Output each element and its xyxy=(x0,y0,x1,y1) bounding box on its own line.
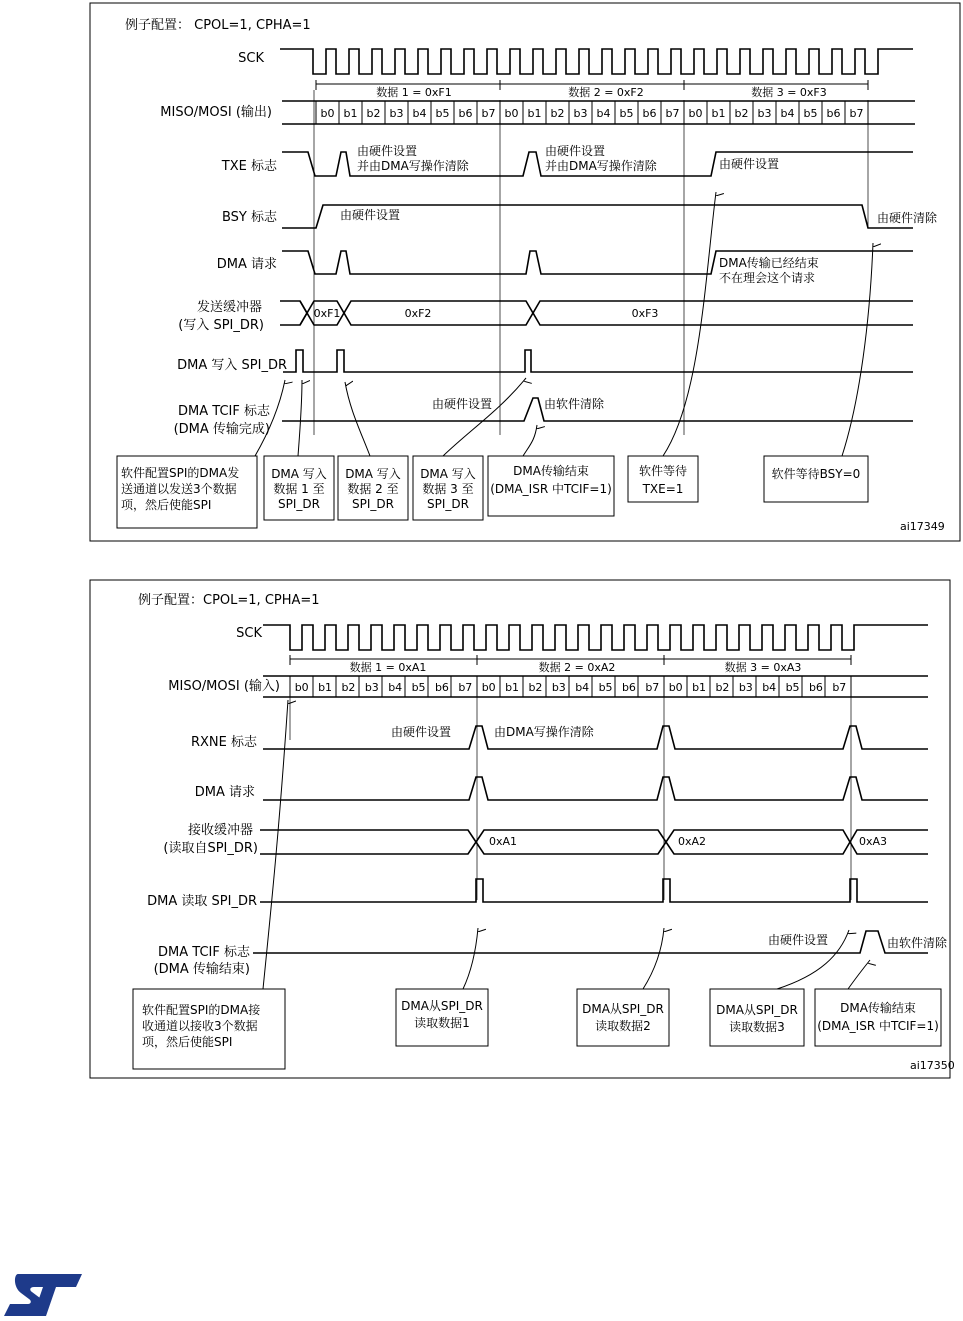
figure-2-rx-dma xyxy=(90,580,955,1078)
tx-bit-word1-b7: b7 xyxy=(481,107,496,120)
label-rx-buffer-sub: (读取自SPI_DR) xyxy=(163,841,258,856)
tx-bit-word3-b3: b3 xyxy=(757,107,772,120)
tx-bit-word1-b1: b1 xyxy=(343,107,358,120)
box-dma-transfer-end-line-2: (DMA_ISR 中TCIF=1) xyxy=(490,482,612,496)
tx-buffer-bus xyxy=(280,301,913,325)
figure-1-tx-dma xyxy=(90,3,960,541)
rx-bit-word1-b1: b1 xyxy=(318,681,333,694)
dma-write-waveform xyxy=(283,350,913,372)
txe-note-1b: 并由DMA写操作清除 xyxy=(357,159,469,173)
box-configure-rx-line-2: 收通道以接收3个数据 xyxy=(142,1019,258,1033)
tx-bit-word3-b6: b6 xyxy=(826,107,841,120)
st-logo xyxy=(4,1274,82,1316)
figure-1-arrows xyxy=(255,192,873,456)
box-dma-read-3-line-1: DMA从SPI_DR xyxy=(716,1003,798,1017)
rx-bit-word1-b4: b4 xyxy=(388,681,403,694)
rx-bit-word3-b3: b3 xyxy=(738,681,753,694)
tx-bit-word2-b7: b7 xyxy=(665,107,680,120)
box-wait-bsy-line-1: 软件等待BSY=0 xyxy=(771,467,861,481)
label-dma-tcif-sub: (DMA 传输完成) xyxy=(173,422,270,437)
rx-bit-word1-b3: b3 xyxy=(364,681,379,694)
box-dma-write-2-line-1: DMA 写入 xyxy=(345,467,401,481)
rx-bit-word3-b7: b7 xyxy=(832,681,847,694)
rx-buffer-bus xyxy=(260,830,928,854)
miso-in-bus xyxy=(263,655,928,697)
tx-buffer-value-2: 0xF2 xyxy=(404,307,432,320)
dma-request-waveform-2 xyxy=(263,777,928,800)
dma-end-note-1: DMA传输已经结束 xyxy=(719,256,819,270)
box-dma-read-2-line-2: 读取数据2 xyxy=(595,1019,651,1033)
rx-bit-word1-b7: b7 xyxy=(458,681,473,694)
label-tx-buffer-sub: (写入 SPI_DR) xyxy=(178,318,264,333)
box-dma-read-3 xyxy=(710,989,804,1046)
tx-bit-word2-b6: b6 xyxy=(642,107,657,120)
data-1-label-2: 数据 1 = 0xA1 xyxy=(349,661,427,674)
tx-bit-word1-b6: b6 xyxy=(458,107,473,120)
label-txe-flag: TXE 标志 xyxy=(221,159,277,174)
data-1-label: 数据 1 = 0xF1 xyxy=(376,86,452,99)
figure-1-boxes xyxy=(117,456,868,528)
box-dma-read-1-line-1: DMA从SPI_DR xyxy=(401,999,483,1013)
box-dma-write-3-line-3: SPI_DR xyxy=(427,497,469,511)
figure-2-id: ai17350 xyxy=(910,1059,955,1072)
label-dma-tcif-2-sub: (DMA 传输结束) xyxy=(153,962,250,977)
box-dma-write-2-line-2: 数据 2 至 xyxy=(347,482,399,496)
box-dma-transfer-end-line-1: DMA传输结束 xyxy=(513,464,589,478)
box-dma-write-1-line-1: DMA 写入 xyxy=(271,467,327,481)
tcif-note-set-2: 由硬件设置 xyxy=(768,933,829,947)
rx-bit-word3-b5: b5 xyxy=(785,681,800,694)
rx-bit-word3-b0: b0 xyxy=(668,681,683,694)
tx-bit-word1-b3: b3 xyxy=(389,107,404,120)
box-dma-read-1-line-2: 读取数据1 xyxy=(414,1016,470,1030)
tx-bit-word1-b5: b5 xyxy=(435,107,450,120)
label-dma-write: DMA 写入 SPI_DR xyxy=(177,358,287,373)
box-dma-write-1-line-2: 数据 1 至 xyxy=(273,482,325,496)
dma-read-waveform xyxy=(260,879,928,902)
rx-buffer-value-2: 0xA2 xyxy=(678,835,707,848)
label-sck: SCK xyxy=(238,51,264,66)
box-dma-write-2-line-3: SPI_DR xyxy=(352,497,394,511)
data-3-label: 数据 3 = 0xF3 xyxy=(751,86,827,99)
label-sck-2: SCK xyxy=(236,626,262,641)
tx-bit-word2-b2: b2 xyxy=(550,107,565,120)
tcif-note-set: 由硬件设置 xyxy=(432,397,493,411)
box-dma-write-3-line-2: 数据 3 至 xyxy=(422,482,474,496)
box-wait-txe-line-2: TXE=1 xyxy=(642,482,684,496)
rx-bit-word3-b1: b1 xyxy=(692,681,707,694)
label-dma-read: DMA 读取 SPI_DR xyxy=(147,894,257,909)
tx-bit-word1-b0: b0 xyxy=(320,107,335,120)
label-dma-request-2: DMA 请求 xyxy=(194,785,255,800)
box-configure-tx-line-2: 送通道以发送3个数据 xyxy=(121,482,237,496)
rx-buffer-value-3: 0xA3 xyxy=(859,835,888,848)
rx-bit-word2-b5: b5 xyxy=(598,681,613,694)
tx-bit-word3-b1: b1 xyxy=(711,107,726,120)
label-rxne-flag: RXNE 标志 xyxy=(190,735,257,750)
dma-end-note-2: 不在理会这个请求 xyxy=(719,271,816,285)
tx-bit-word3-b5: b5 xyxy=(803,107,818,120)
tcif-note-clear: 由软件清除 xyxy=(544,397,605,411)
rx-bit-word1-b2: b2 xyxy=(341,681,356,694)
sck-waveform-2 xyxy=(263,625,928,650)
box-dma-read-2-line-1: DMA从SPI_DR xyxy=(582,1002,664,1016)
tx-bit-word2-b0: b0 xyxy=(504,107,519,120)
figure-2-config: 例子配置：CPOL=1, CPHA=1 xyxy=(138,593,320,608)
tx-bit-word1-b4: b4 xyxy=(412,107,427,120)
figure-2-signal-labels xyxy=(147,626,280,977)
rx-bit-word1-b6: b6 xyxy=(434,681,449,694)
rx-bit-word2-b1: b1 xyxy=(505,681,520,694)
box-configure-tx-line-1: 软件配置SPI的DMA发 xyxy=(121,466,240,480)
box-dma-read-3-line-2: 读取数据3 xyxy=(729,1020,785,1034)
rx-bit-word3-b2: b2 xyxy=(715,681,730,694)
data-2-label: 数据 2 = 0xF2 xyxy=(568,86,644,99)
tx-bit-word2-b4: b4 xyxy=(596,107,611,120)
box-configure-rx-line-3: 项，然后使能SPI xyxy=(142,1035,233,1049)
rxne-waveform xyxy=(263,726,928,749)
sck-waveform xyxy=(280,49,913,74)
rx-bit-word2-b4: b4 xyxy=(575,681,590,694)
tx-bit-word1-b2: b2 xyxy=(366,107,381,120)
rx-bit-word2-b3: b3 xyxy=(551,681,566,694)
label-dma-request: DMA 请求 xyxy=(216,257,277,272)
label-dma-tcif-2: DMA TCIF 标志 xyxy=(158,945,250,960)
rx-bit-word3-b6: b6 xyxy=(808,681,823,694)
figure-2-guide-lines xyxy=(290,676,851,900)
label-rx-buffer: 接收缓冲器 xyxy=(187,823,253,838)
box-dma-read-2 xyxy=(577,989,669,1046)
miso-out-bus xyxy=(282,80,915,124)
txe-note-2b: 并由DMA写操作清除 xyxy=(545,159,657,173)
box-dma-transfer-end-2-line-1: DMA传输结束 xyxy=(840,1001,916,1015)
box-dma-write-3-line-1: DMA 写入 xyxy=(420,467,476,481)
rx-bit-word2-b2: b2 xyxy=(528,681,543,694)
box-configure-rx-line-1: 软件配置SPI的DMA接 xyxy=(142,1003,261,1017)
label-tx-buffer: 发送缓冲器 xyxy=(196,300,262,315)
rx-bit-word1-b0: b0 xyxy=(294,681,309,694)
data-3-label-2: 数据 3 = 0xA3 xyxy=(724,661,802,674)
box-dma-transfer-end-2-line-2: (DMA_ISR 中TCIF=1) xyxy=(817,1019,939,1033)
label-miso-mosi-out: MISO/MOSI (输出) xyxy=(160,105,272,120)
label-dma-tcif: DMA TCIF 标志 xyxy=(178,404,270,419)
box-dma-transfer-end-2 xyxy=(815,989,941,1046)
bsy-note-set: 由硬件设置 xyxy=(340,208,401,222)
rx-bit-word2-b6: b6 xyxy=(621,681,636,694)
tx-bit-word3-b4: b4 xyxy=(780,107,795,120)
rx-bit-word1-b5: b5 xyxy=(411,681,426,694)
txe-note-1a: 由硬件设置 xyxy=(357,144,418,158)
tcif-note-clear-2: 由软件清除 xyxy=(887,936,948,950)
box-configure-tx-line-3: 项，然后使能SPI xyxy=(121,498,212,512)
tx-bit-word3-b2: b2 xyxy=(734,107,749,120)
txe-note-3: 由硬件设置 xyxy=(719,157,780,171)
box-wait-txe-line-1: 软件等待 xyxy=(638,464,688,478)
bsy-note-clear: 由硬件清除 xyxy=(877,211,938,225)
figure-1-id: ai17349 xyxy=(900,520,945,533)
rxne-note-set: 由硬件设置 xyxy=(391,725,452,739)
tx-buffer-value-1: 0xF1 xyxy=(313,307,341,320)
tx-buffer-value-3: 0xF3 xyxy=(631,307,659,320)
rx-buffer-value-1: 0xA1 xyxy=(489,835,518,848)
figure-2-boxes xyxy=(133,989,941,1069)
figure-1-config: 例子配置： CPOL=1, CPHA=1 xyxy=(125,18,311,33)
txe-note-2a: 由硬件设置 xyxy=(545,144,606,158)
tx-bit-word3-b7: b7 xyxy=(849,107,864,120)
box-dma-write-1-line-3: SPI_DR xyxy=(278,497,320,511)
tx-bit-word3-b0: b0 xyxy=(688,107,703,120)
tx-bit-word2-b1: b1 xyxy=(527,107,542,120)
rx-bit-word3-b4: b4 xyxy=(762,681,777,694)
rxne-note-clear: 由DMA写操作清除 xyxy=(494,725,594,739)
rx-bit-word2-b7: b7 xyxy=(645,681,660,694)
data-2-label-2: 数据 2 = 0xA2 xyxy=(538,661,616,674)
figure-1-signal-labels xyxy=(160,51,287,437)
label-miso-mosi-in: MISO/MOSI (输入) xyxy=(168,679,280,694)
tx-bit-word2-b3: b3 xyxy=(573,107,588,120)
rx-bit-word2-b0: b0 xyxy=(481,681,496,694)
label-bsy-flag: BSY 标志 xyxy=(221,210,277,225)
tx-bit-word2-b5: b5 xyxy=(619,107,634,120)
